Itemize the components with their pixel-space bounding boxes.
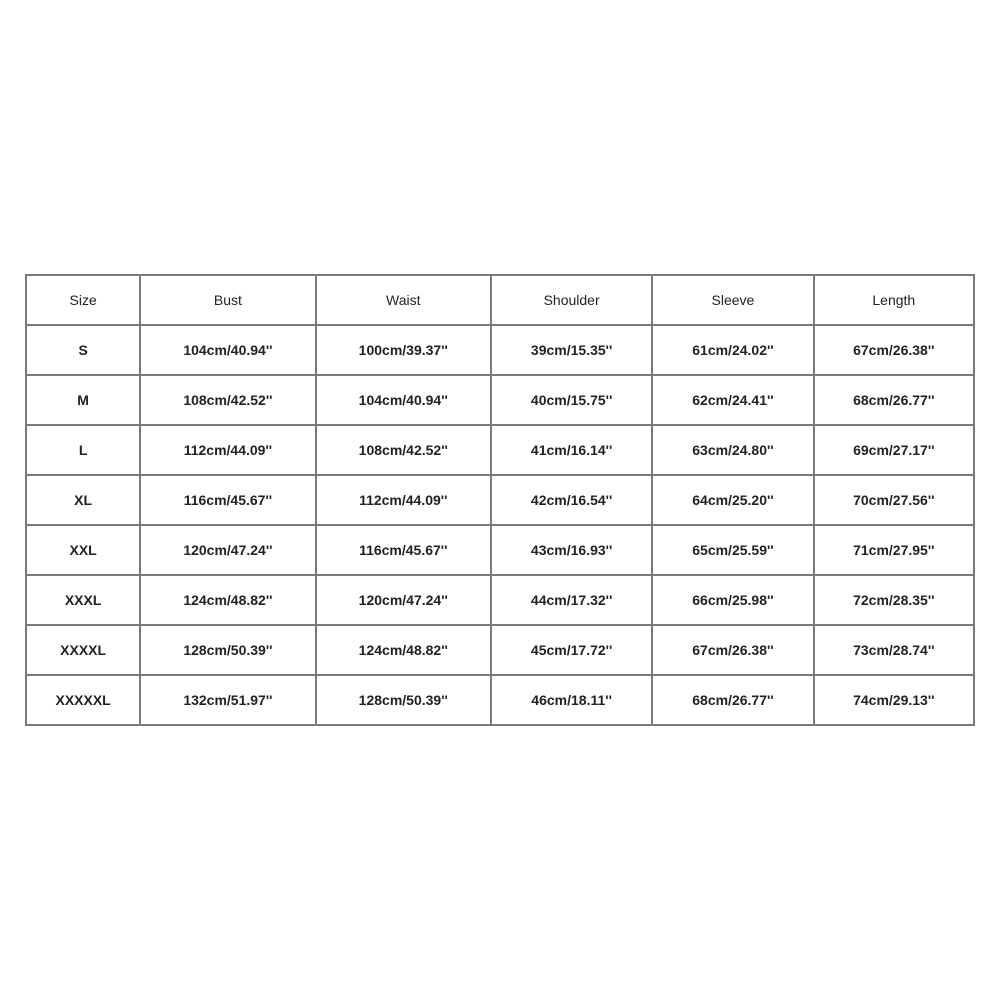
length-cell: 67cm/26.38'' (814, 325, 974, 375)
waist-cell: 104cm/40.94'' (316, 375, 491, 425)
table-row (26, 525, 974, 575)
size-cell: XXXXL (26, 625, 140, 675)
bust-cell: 108cm/42.52'' (140, 375, 315, 425)
shoulder-cell: 40cm/15.75'' (491, 375, 652, 425)
sleeve-cell: 66cm/25.98'' (652, 575, 813, 625)
length-cell: 73cm/28.74'' (814, 625, 974, 675)
shoulder-cell: 45cm/17.72'' (491, 625, 652, 675)
table-row (26, 625, 974, 675)
sleeve-cell: 62cm/24.41'' (652, 375, 813, 425)
length-cell: 72cm/28.35'' (814, 575, 974, 625)
header-length: Length (814, 275, 974, 325)
bust-cell: 104cm/40.94'' (140, 325, 315, 375)
size-cell: XXXXXL (26, 675, 140, 725)
header-size: Size (26, 275, 140, 325)
shoulder-cell: 43cm/16.93'' (491, 525, 652, 575)
bust-cell: 116cm/45.67'' (140, 475, 315, 525)
size-chart-header (26, 275, 974, 325)
waist-cell: 108cm/42.52'' (316, 425, 491, 475)
bust-cell: 124cm/48.82'' (140, 575, 315, 625)
size-cell: XL (26, 475, 140, 525)
table-row (26, 475, 974, 525)
bust-cell: 132cm/51.97'' (140, 675, 315, 725)
waist-cell: 100cm/39.37'' (316, 325, 491, 375)
length-cell: 69cm/27.17'' (814, 425, 974, 475)
waist-cell: 116cm/45.67'' (316, 525, 491, 575)
bust-cell: 120cm/47.24'' (140, 525, 315, 575)
size-cell: L (26, 425, 140, 475)
shoulder-cell: 46cm/18.11'' (491, 675, 652, 725)
waist-cell: 124cm/48.82'' (316, 625, 491, 675)
length-cell: 68cm/26.77'' (814, 375, 974, 425)
waist-cell: 112cm/44.09'' (316, 475, 491, 525)
sleeve-cell: 63cm/24.80'' (652, 425, 813, 475)
shoulder-cell: 41cm/16.14'' (491, 425, 652, 475)
header-sleeve: Sleeve (652, 275, 813, 325)
header-bust: Bust (140, 275, 315, 325)
length-cell: 71cm/27.95'' (814, 525, 974, 575)
bust-cell: 128cm/50.39'' (140, 625, 315, 675)
header-waist: Waist (316, 275, 491, 325)
sleeve-cell: 64cm/25.20'' (652, 475, 813, 525)
table-row (26, 325, 974, 375)
bust-cell: 112cm/44.09'' (140, 425, 315, 475)
size-chart-body (26, 325, 974, 725)
table-row (26, 575, 974, 625)
header-row (26, 275, 974, 325)
size-cell: XXL (26, 525, 140, 575)
length-cell: 74cm/29.13'' (814, 675, 974, 725)
waist-cell: 120cm/47.24'' (316, 575, 491, 625)
shoulder-cell: 42cm/16.54'' (491, 475, 652, 525)
sleeve-cell: 67cm/26.38'' (652, 625, 813, 675)
size-chart-table (25, 274, 975, 726)
size-cell: M (26, 375, 140, 425)
sleeve-cell: 68cm/26.77'' (652, 675, 813, 725)
table-row (26, 425, 974, 475)
size-cell: XXXL (26, 575, 140, 625)
table-row (26, 375, 974, 425)
length-cell: 70cm/27.56'' (814, 475, 974, 525)
table-row (26, 675, 974, 725)
sleeve-cell: 65cm/25.59'' (652, 525, 813, 575)
header-shoulder: Shoulder (491, 275, 652, 325)
sleeve-cell: 61cm/24.02'' (652, 325, 813, 375)
shoulder-cell: 39cm/15.35'' (491, 325, 652, 375)
size-cell: S (26, 325, 140, 375)
waist-cell: 128cm/50.39'' (316, 675, 491, 725)
shoulder-cell: 44cm/17.32'' (491, 575, 652, 625)
